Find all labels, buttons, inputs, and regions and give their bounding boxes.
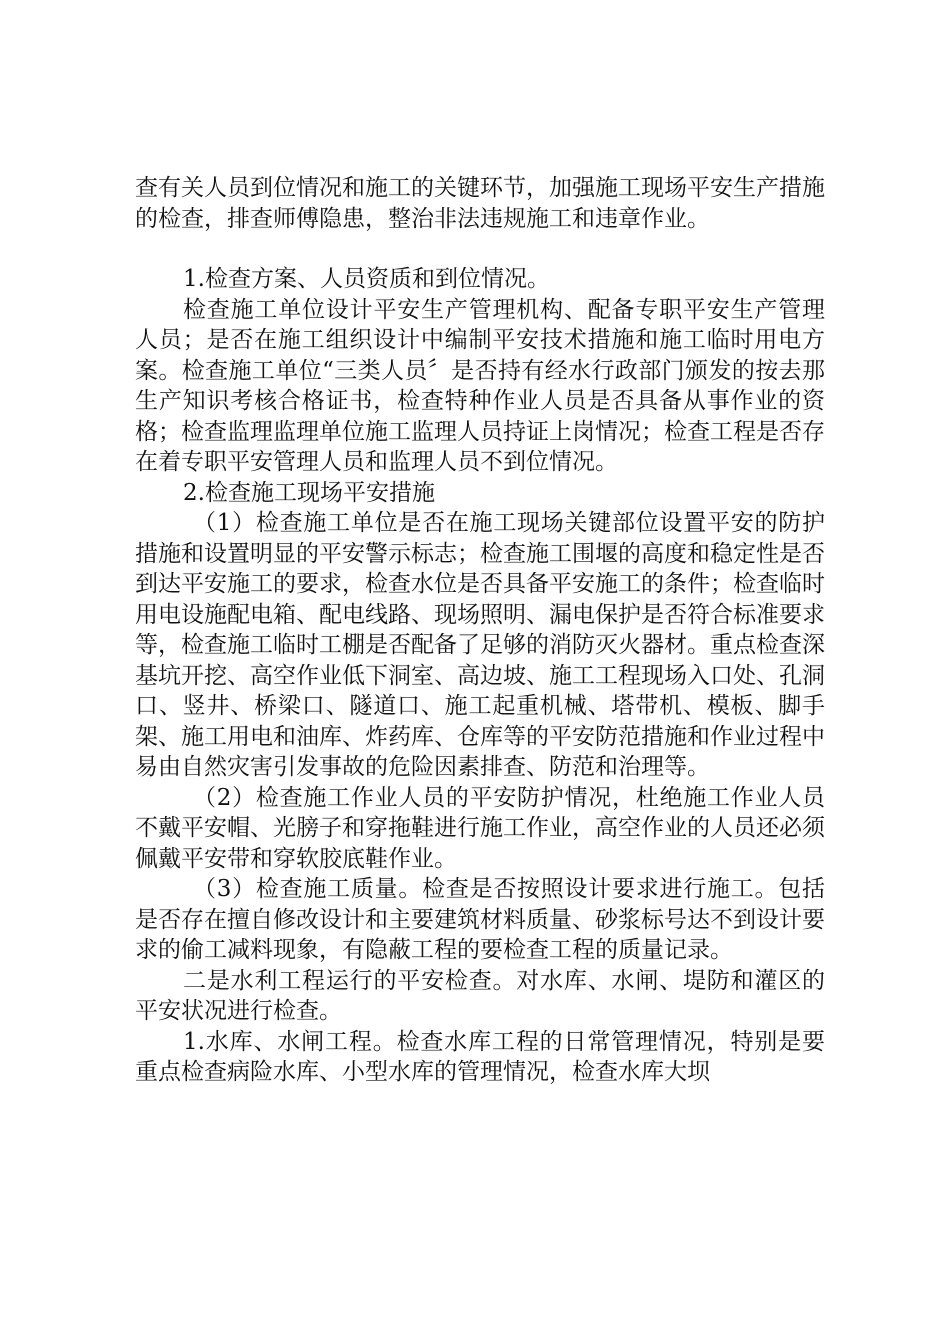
document-body: [135, 173, 825, 1088]
paragraph-item-3: （3）检查施工质量。检查是否按照设计要求进行施工。包括是否存在擅自修改设计和主要建筑材料质量、砂浆标号达不到设计要求的偷工减料现象，有隐蔽工程的要检查工程的质量记录。: [135, 876, 825, 963]
paragraph-reservoir: 1.水库、水闸工程。检查水库工程的日常管理情况，特别是要重点检查病险水库、小型水库的管理情况，检查水库大坝: [135, 1028, 825, 1085]
paragraph-item-2: （2）检查施工作业人员的平安防护情况，杜绝施工作业人员不戴平安帽、光膀子和穿拖鞋进行施工作业，高空作业的人员还必须佩戴平安带和穿软胶底鞋作业。: [135, 784, 825, 872]
paragraph-continuation: 查有关人员到位情况和施工的关键环节，加强施工现场平安生产措施的检查，排查师傅隐患，整治非法违规施工和违章作业。: [135, 175, 825, 232]
paragraph-section-two: 二是水利工程运行的平安检查。对水库、水闸、堤防和灌区的平安状况进行检查。: [135, 967, 825, 1024]
paragraph-personnel-check: 检查施工单位设计平安生产管理机构、配备专职平安生产管理人员；是否在施工组织设计中编制平安技术措施和施工临时用电方案。检查施工单位“三类人员〞是否持有经水行政部门颁发的按去那生产知识考核合格证书，检查特种作业人员是否具备从事作业的资格；检查监理监理单位施工监理人员持证上岗情况；检查工程是否存在着专职平安管理人员和监理人员不到位情况。: [135, 296, 825, 475]
paragraph-heading-1: 1.检查方案、人员资质和到位情况。: [183, 266, 550, 292]
paragraph-item-1: （1）检查施工单位是否在施工现场关键部位设置平安的防护措施和设置明显的平安警示标志；检查施工围堰的高度和稳定性是否到达平安施工的要求，检查水位是否具备平安施工的条件；检查临时用电设施配电箱、配电线路、现场照明、漏电保护是否符合标准要求等，检查施工临时工棚是否配备了足够的消防灭火器材。重点检查深基坑开挖、高空作业低下洞室、高边坡、施工工程现场入口处、孔洞口、竖井、桥梁口、隧道口、施工起重机械、塔带机、模板、脚手架、施工用电和油库、炸药库、仓库等的平安防范措施和作业过程中易由自然灾害引发事故的危险因素排查、防范和治理等。: [135, 510, 825, 780]
paragraph-heading-2: 2.检查施工现场平安措施: [183, 479, 435, 506]
